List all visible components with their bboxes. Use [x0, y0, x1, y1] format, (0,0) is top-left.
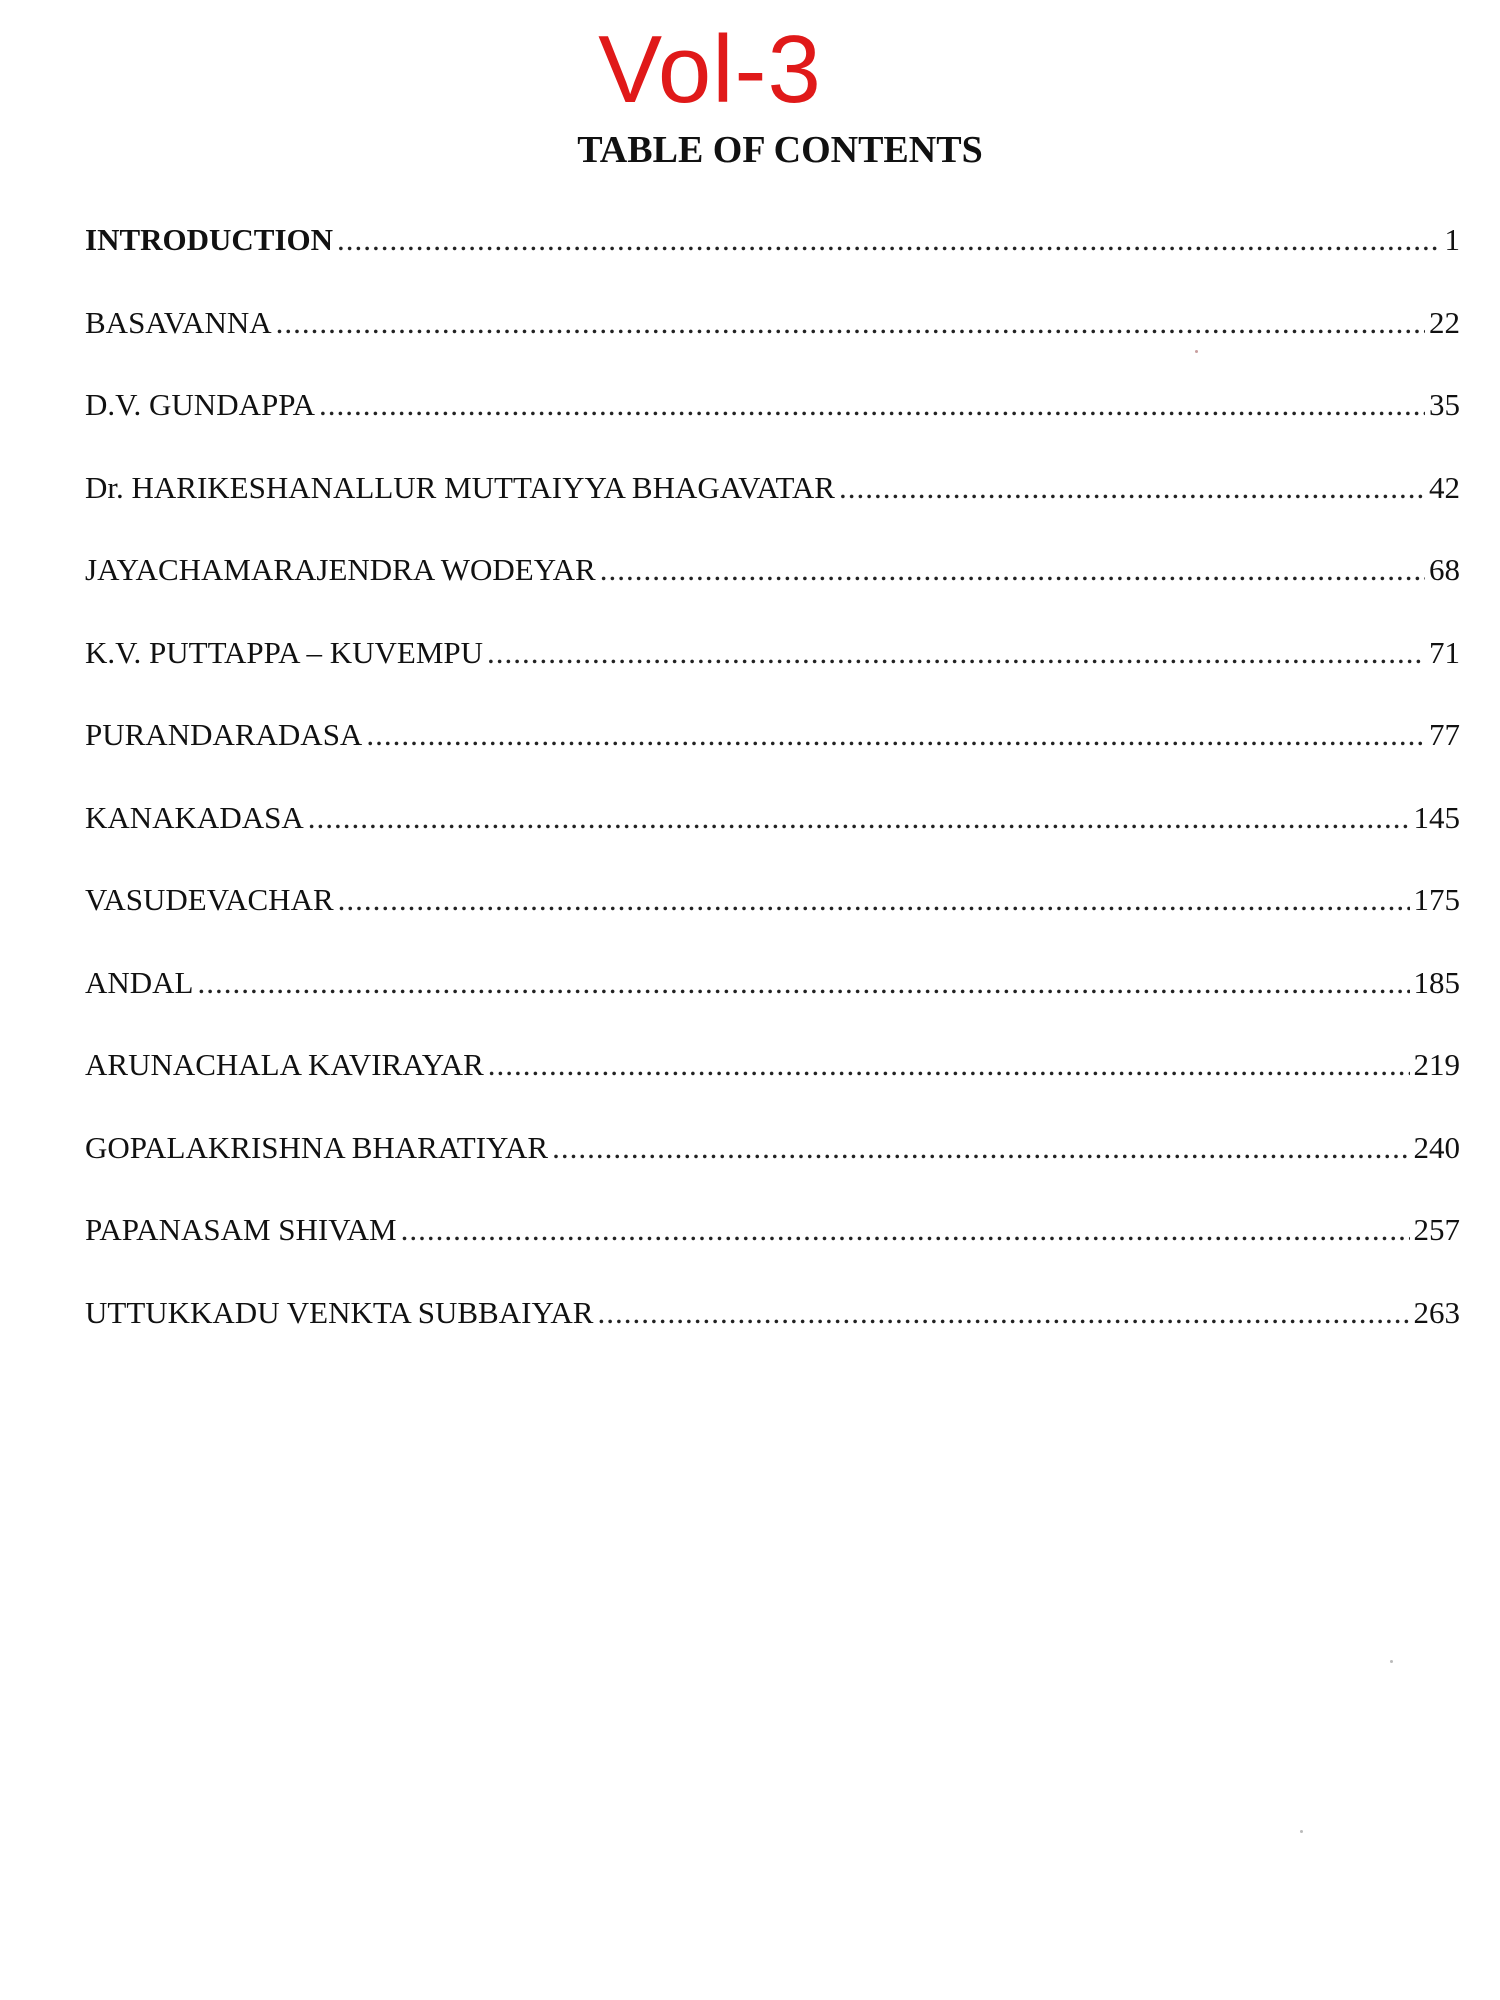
dot-leader — [552, 1118, 1409, 1178]
scan-speck — [1300, 1830, 1303, 1833]
toc-entry-page-number: 219 — [1413, 1047, 1460, 1082]
toc-entry-title: BASAVANNA — [85, 304, 272, 340]
toc-title: TABLE OF CONTENTS — [577, 129, 983, 171]
toc-entry-title: VASUDEVACHAR — [85, 882, 334, 917]
toc-entry-page-number: 42 — [1429, 469, 1460, 505]
toc-entry-page-number: 263 — [1413, 1294, 1460, 1330]
toc-entry-title: UTTUKKADU VENKTA SUBBAIYAR — [85, 1294, 594, 1330]
dot-leader — [488, 1035, 1410, 1095]
scan-speck — [1195, 350, 1198, 353]
toc-entry-title: ANDAL — [85, 964, 194, 1000]
toc-entry-page-number: 71 — [1429, 634, 1460, 670]
dot-leader — [308, 788, 1410, 848]
toc-entry-title: PAPANASAM SHIVAM — [85, 1212, 397, 1247]
toc-entry-title: INTRODUCTION — [85, 222, 334, 257]
toc-entry-row — [85, 705, 1460, 788]
dot-leader — [839, 458, 1425, 518]
toc-entry-row — [85, 870, 1460, 953]
dot-leader — [337, 210, 1440, 270]
toc-entry-page-number: 240 — [1413, 1129, 1460, 1165]
toc-entry-page-number: 35 — [1429, 387, 1460, 422]
dot-leader — [401, 1200, 1410, 1260]
toc-entry-title: K.V. PUTTAPPA – KUVEMPU — [85, 634, 484, 670]
toc-entry-page-number: 1 — [1444, 222, 1460, 257]
toc-entry-row — [85, 623, 1460, 706]
toc-entry-row — [85, 375, 1460, 458]
toc-entry-title: D.V. GUNDAPPA — [85, 387, 315, 422]
toc-entry-row — [85, 458, 1460, 541]
toc-entry-row — [85, 1200, 1460, 1283]
dot-leader — [319, 375, 1425, 435]
toc-entry-row — [85, 210, 1460, 293]
dot-leader — [338, 870, 1410, 930]
toc-entry-page-number: 145 — [1413, 799, 1460, 835]
toc-entry-page-number: 68 — [1429, 552, 1460, 587]
toc-entry-title: PURANDARADASA — [85, 717, 363, 752]
toc-entry-row — [85, 1035, 1460, 1118]
toc-entry-title: JAYACHAMARAJENDRA WODEYAR — [85, 552, 596, 587]
toc-entry-row — [85, 540, 1460, 623]
toc-entry-title: Dr. HARIKESHANALLUR MUTTAIYYA BHAGAVATAR — [85, 469, 835, 505]
toc-entry-page-number: 185 — [1413, 964, 1460, 1000]
toc-entry-title: ARUNACHALA KAVIRAYAR — [85, 1047, 484, 1082]
dot-leader — [597, 1283, 1409, 1343]
toc-list — [85, 210, 1460, 1365]
toc-entry-page-number: 77 — [1429, 717, 1460, 752]
dot-leader — [276, 293, 1425, 353]
volume-label: Vol-3 — [598, 16, 822, 123]
toc-entry-row — [85, 788, 1460, 871]
toc-entry-title: GOPALAKRISHNA BHARATIYAR — [85, 1129, 549, 1165]
scan-speck — [1390, 1660, 1393, 1663]
toc-entry-page-number: 22 — [1429, 304, 1460, 340]
toc-entry-row — [85, 953, 1460, 1036]
toc-entry-row — [85, 1118, 1460, 1201]
toc-entry-page-number: 175 — [1413, 882, 1460, 917]
dot-leader — [366, 705, 1425, 765]
dot-leader — [487, 623, 1425, 683]
toc-entry-row — [85, 1283, 1460, 1366]
toc-entry-row — [85, 293, 1460, 376]
toc-entry-page-number: 257 — [1413, 1212, 1460, 1247]
dot-leader — [198, 953, 1410, 1013]
toc-entry-title: KANAKADASA — [85, 799, 304, 835]
dot-leader — [600, 540, 1425, 600]
